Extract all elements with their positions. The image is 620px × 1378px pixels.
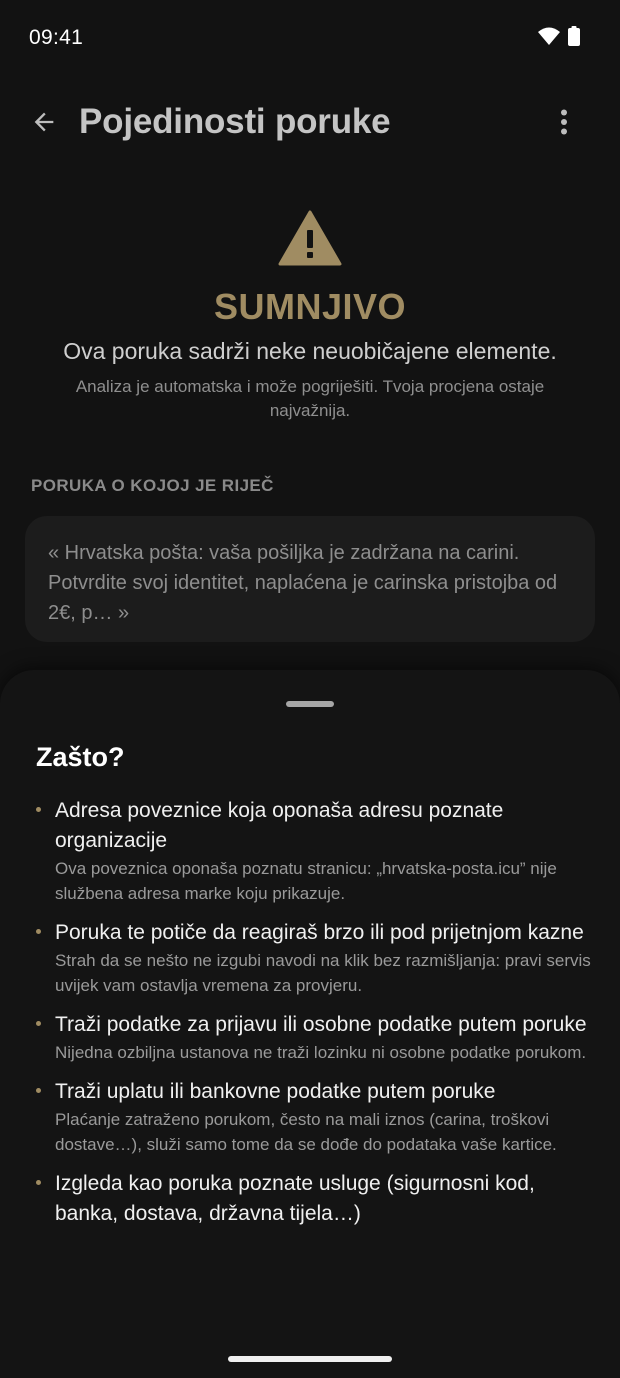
more-vert-icon: [560, 109, 568, 140]
sheet-title: Zašto?: [36, 742, 125, 772]
page-title: Pojedinosti poruke: [79, 102, 391, 141]
reason-item: [36, 796, 596, 906]
verdict-description: Ova poruka sadrži neke neuobičajene elemente.: [63, 338, 557, 364]
bullet-icon: [36, 1180, 41, 1185]
more-options-button[interactable]: [544, 104, 584, 144]
status-bar: [0, 0, 620, 76]
reason-detail: Strah da se nešto ne izgubi navodi na klik bez razmišljanja: pravi servis uvijek vam ostavlja vremena za provjeru.: [55, 951, 591, 995]
wifi-icon: [538, 27, 560, 50]
bullet-icon: [36, 1021, 41, 1026]
reason-title: Traži podatke za prijavu ili osobne podatke putem poruke: [55, 1013, 587, 1036]
message-preview-card: [25, 516, 595, 642]
reason-item: [36, 918, 596, 998]
battery-icon: [568, 26, 580, 51]
back-button[interactable]: [24, 104, 64, 144]
reason-item: [36, 1010, 596, 1065]
reason-title: Traži uplatu ili bankovne podatke putem poruke: [55, 1080, 496, 1103]
reason-detail: Plaćanje zatraženo porukom, često na mali iznos (carina, troškovi dostave…), služi samo tome da se dođe do podataka vaše kartice.: [55, 1110, 557, 1154]
status-time: 09:41: [29, 26, 84, 49]
status-icons: [538, 26, 580, 51]
reason-title: Adresa poveznice koja oponaša adresu poznate organizacije: [55, 799, 504, 852]
gesture-nav-handle[interactable]: [228, 1356, 392, 1362]
reason-title: Izgleda kao poruka poznate usluge (sigurnosni kod, banka, dostava, državna tijela…): [55, 1172, 535, 1225]
reasons-list: [36, 796, 596, 1241]
warning-icon: [278, 210, 342, 271]
bullet-icon: [36, 807, 41, 812]
verdict-label: SUMNJIVO: [213, 286, 407, 327]
arrow-back-icon: [30, 108, 58, 141]
verdict-disclaimer: Analiza je automatska i može pogriješiti. Tvoja procjena ostaje najvažnija.: [75, 377, 545, 420]
top-app-bar: [0, 92, 620, 156]
message-section-label: PORUKA O KOJOJ JE RIJEČ: [31, 476, 274, 495]
bullet-icon: [36, 1088, 41, 1093]
bullet-icon: [36, 929, 41, 934]
reason-title: Poruka te potiče da reagiraš brzo ili pod prijetnjom kazne: [55, 921, 584, 944]
sheet-drag-handle[interactable]: [286, 701, 334, 707]
reason-detail: Ova poveznica oponaša poznatu stranicu: „hrvatska-posta.icu” nije službena adresa marke koju prikazuje.: [55, 859, 557, 903]
why-bottom-sheet: [0, 670, 620, 1378]
reason-detail: Nijedna ozbiljna ustanova ne traži lozinku ni osobne podatke porukom.: [55, 1043, 587, 1062]
reason-item: [36, 1077, 596, 1157]
reason-item: [36, 1169, 596, 1229]
message-preview-text: « Hrvatska pošta: vaša pošiljka je zadržana na carini. Potvrdite svoj identitet, naplaćena je carinska pristojba od 2€, p… »: [48, 542, 558, 624]
